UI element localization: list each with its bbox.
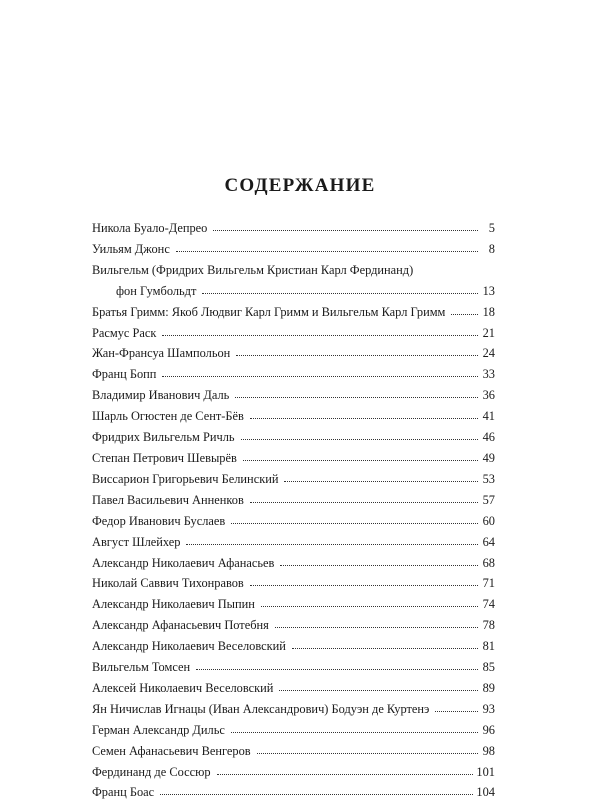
table-of-contents — [92, 218, 495, 803]
toc-dot-leader — [282, 470, 478, 482]
toc-entry — [92, 741, 495, 762]
toc-entry-line — [92, 720, 495, 741]
toc-dot-leader — [277, 680, 478, 692]
toc-entry-line — [92, 615, 495, 636]
toc-entry-name: Фридрих Вильгельм Ричль — [92, 430, 235, 445]
toc-entry-name: Фердинанд де Соссюр — [92, 764, 211, 779]
toc-entry — [92, 657, 495, 678]
toc-dot-leader — [234, 345, 478, 357]
toc-dot-leader — [233, 387, 478, 399]
toc-entry-name: Франц Бопп — [92, 367, 157, 382]
toc-page-number: 21 — [482, 325, 495, 340]
toc-entry-name-continuation: фон Гумбольдт — [116, 283, 197, 298]
toc-entry-line — [92, 678, 495, 699]
toc-page-number: 53 — [482, 471, 495, 486]
toc-page-number: 64 — [482, 534, 495, 549]
toc-entry-name: Виссарион Григорьевич Белинский — [92, 471, 279, 486]
toc-dot-leader — [273, 617, 478, 629]
toc-dot-leader — [248, 575, 478, 587]
toc-page-number: 96 — [482, 722, 495, 737]
toc-page-number: 98 — [482, 743, 495, 758]
toc-entry — [92, 699, 495, 720]
toc-entry-name: Степан Петрович Шевырёв — [92, 450, 237, 465]
toc-dot-leader — [229, 512, 478, 524]
toc-entry — [92, 490, 495, 511]
toc-dot-leader — [239, 429, 478, 441]
toc-entry — [92, 782, 495, 803]
toc-entry — [92, 406, 495, 427]
toc-page-number: 13 — [482, 283, 495, 298]
toc-entry-name: Август Шлейхер — [92, 534, 181, 549]
toc-page-number: 5 — [488, 221, 495, 235]
toc-dot-leader — [241, 450, 478, 462]
toc-dot-leader — [449, 303, 478, 315]
toc-entry — [92, 615, 495, 636]
toc-page-number: 46 — [482, 430, 495, 445]
toc-page-number: 89 — [482, 680, 495, 695]
toc-page-number: 60 — [482, 513, 495, 528]
toc-entry-name: Владимир Иванович Даль — [92, 388, 230, 403]
toc-entry-line — [92, 343, 495, 364]
toc-entry-line — [92, 573, 495, 594]
toc-entry — [92, 427, 495, 448]
toc-entry-line — [92, 782, 495, 803]
toc-entry-line — [92, 490, 495, 511]
toc-page-number: 93 — [482, 701, 495, 716]
toc-entry — [92, 532, 495, 553]
toc-entry-name: Шарль Огюстен де Сент-Бёв — [92, 409, 244, 424]
toc-entry — [92, 448, 495, 469]
toc-entry-line — [92, 741, 495, 762]
toc-entry-name: Герман Александр Дильс — [92, 722, 225, 737]
toc-entry-name: Братья Гримм: Якоб Людвиг Карл Гримм и Вильгельм Карл Гримм — [92, 304, 446, 319]
toc-entry-line — [92, 406, 495, 427]
toc-entry-line — [92, 260, 495, 281]
toc-page-number: 71 — [482, 576, 495, 591]
toc-page-number: 33 — [482, 367, 495, 382]
toc-entry — [92, 553, 495, 574]
toc-entry-line — [92, 553, 495, 574]
toc-entry-line — [92, 699, 495, 720]
toc-entry-line — [92, 427, 495, 448]
toc-page-number: 85 — [482, 660, 495, 675]
toc-dot-leader — [255, 742, 478, 754]
toc-entry-line — [92, 385, 495, 406]
toc-entry-name: Александр Николаевич Афанасьев — [92, 555, 275, 570]
toc-entry-line — [92, 364, 495, 385]
toc-page-number: 24 — [482, 346, 495, 361]
toc-entry — [92, 511, 495, 532]
toc-dot-leader — [174, 241, 478, 253]
toc-dot-leader — [433, 700, 478, 712]
toc-dot-leader — [229, 721, 478, 733]
toc-dot-leader — [259, 596, 478, 608]
toc-entry-line — [92, 281, 495, 302]
toc-entry-name: Расмус Раск — [92, 325, 157, 340]
toc-entry-line — [92, 218, 495, 239]
toc-dot-leader — [215, 763, 474, 775]
toc-entry — [92, 239, 495, 260]
toc-dot-leader — [158, 784, 473, 796]
toc-entry-name: Александр Николаевич Веселовский — [92, 639, 286, 654]
toc-entry-name: Вильгельм (Фридрих Вильгельм Кристиан Карл Фердинанд) — [92, 262, 414, 277]
toc-entry-name: Семен Афанасьевич Венгеров — [92, 743, 251, 758]
toc-entry-name: Ян Ничислав Игнацы (Иван Александрович) Бодуэн де Куртенэ — [92, 701, 430, 716]
toc-entry-line — [92, 239, 495, 260]
toc-entry-name: Павел Васильевич Анненков — [92, 492, 244, 507]
toc-entry-name: Жан-Франсуа Шампольон — [92, 346, 231, 361]
toc-page-number: 101 — [476, 764, 495, 779]
toc-dot-leader — [200, 282, 478, 294]
toc-entry — [92, 218, 495, 239]
toc-entry-line — [92, 448, 495, 469]
toc-entry-name: Александр Николаевич Пыпин — [92, 597, 255, 612]
toc-entry — [92, 594, 495, 615]
page-title: СОДЕРЖАНИЕ — [224, 175, 376, 196]
toc-dot-leader — [160, 324, 478, 336]
toc-entry-line — [92, 532, 495, 553]
toc-entry — [92, 678, 495, 699]
toc-entry-line — [92, 636, 495, 657]
toc-entry-line — [92, 594, 495, 615]
toc-page-number: 68 — [482, 555, 495, 570]
toc-entry — [92, 573, 495, 594]
toc-dot-leader — [290, 638, 478, 650]
toc-entry — [92, 323, 495, 344]
toc-entry-name: Уильям Джонс — [92, 241, 170, 256]
toc-dot-leader — [248, 491, 478, 503]
toc-entry-line — [92, 302, 495, 323]
toc-entry — [92, 469, 495, 490]
toc-entry-name: Федор Иванович Буслаев — [92, 513, 226, 528]
toc-entry-name: Алексей Николаевич Веселовский — [92, 680, 274, 695]
toc-entry-line — [92, 469, 495, 490]
toc-entry — [92, 260, 495, 302]
toc-entry — [92, 364, 495, 385]
toc-page-number: 57 — [482, 492, 495, 507]
toc-dot-leader — [211, 220, 478, 232]
toc-page-number: 18 — [482, 304, 495, 319]
toc-dot-leader — [184, 533, 478, 545]
toc-page-number: 81 — [482, 639, 495, 654]
toc-dot-leader — [160, 366, 478, 378]
toc-dot-leader — [194, 659, 478, 671]
toc-page-number: 41 — [482, 409, 495, 424]
toc-entry-name: Николай Саввич Тихонравов — [92, 576, 244, 591]
toc-page-number: 78 — [482, 618, 495, 633]
toc-page-number: 36 — [482, 388, 495, 403]
toc-entry — [92, 343, 495, 364]
toc-entry-line — [92, 657, 495, 678]
toc-entry-line — [92, 511, 495, 532]
toc-entry — [92, 385, 495, 406]
toc-page-number: 49 — [482, 450, 495, 465]
toc-dot-leader — [248, 408, 478, 420]
toc-entry — [92, 302, 495, 323]
toc-page-number: 104 — [476, 785, 495, 800]
toc-entry-name: Александр Афанасьевич Потебня — [92, 618, 269, 633]
toc-entry — [92, 636, 495, 657]
toc-page-number: 74 — [482, 597, 495, 612]
toc-page-number: 8 — [488, 241, 495, 256]
toc-entry-name: Франц Боас — [92, 785, 155, 800]
toc-dot-leader — [278, 554, 478, 566]
toc-entry-name: Никола Буало-Депрео — [92, 221, 208, 235]
toc-entry — [92, 762, 495, 783]
toc-entry — [92, 720, 495, 741]
toc-entry-line — [92, 762, 495, 783]
toc-entry-name: Вильгельм Томсен — [92, 660, 191, 675]
toc-entry-line — [92, 323, 495, 344]
